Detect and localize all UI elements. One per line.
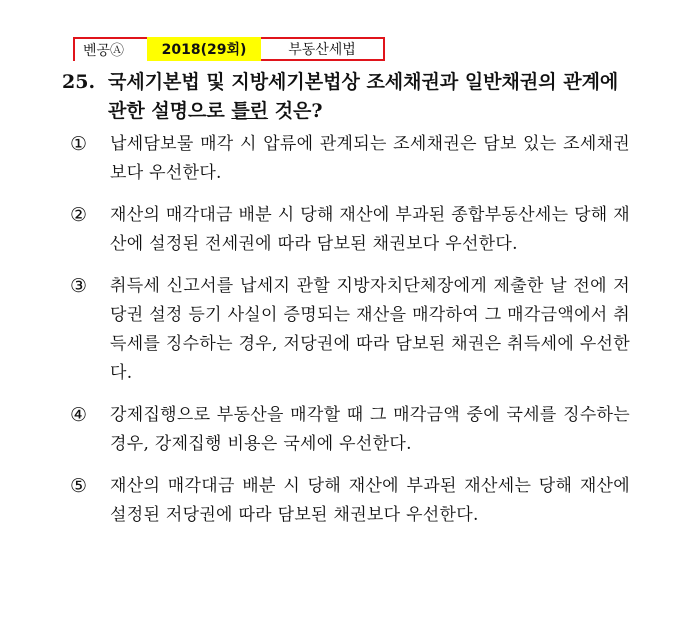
question-emphasis: 틀린 [231,100,269,122]
option-marker: ② [70,204,88,226]
exam-header [73,37,385,61]
option-4[interactable] [70,401,630,459]
option-5[interactable] [70,472,630,530]
source-label: 벤공Ⓐ [73,37,147,61]
option-marker: ④ [70,404,88,426]
option-text: 재산의 매각대금 배분 시 당해 재산에 부과된 재산세는 당해 재산에 설정된 저당권에 따라 담보된 채권보다 우선한다. [110,476,630,525]
answer-options [70,130,630,543]
option-1[interactable] [70,130,630,188]
option-2[interactable] [70,201,630,259]
question-text-before: 국세기본법 및 지방세기본법상 조세채권과 일반채권의 관계에 관한 설명으로 [108,71,619,122]
subject-label: 부동산세법 [261,37,385,61]
option-marker: ⑤ [70,475,88,497]
question-stem [62,68,642,126]
question-text-after: 것은? [268,100,323,122]
option-text: 재산의 매각대금 배분 시 당해 재산에 부과된 종합부동산세는 당해 재산에 설정된 전세권에 따라 담보된 채권보다 우선한다. [110,205,630,254]
question-text [108,68,642,126]
option-3[interactable] [70,272,630,388]
exam-round-label: 2018(29회) [147,37,261,61]
option-text: 취득세 신고서를 납세지 관할 지방자치단체장에게 제출한 날 전에 저당권 설정 등기 사실이 증명되는 재산을 매각하여 그 매각금액에서 취득세를 징수하는 경우, 저당권에 따라 담보된 채권은 취득세에 우선한다. [110,276,630,383]
question-number: 25. [62,71,96,93]
option-text: 납세담보물 매각 시 압류에 관계되는 조세채권은 담보 있는 조세채권보다 우선한다. [110,134,630,183]
option-marker: ③ [70,275,88,297]
option-marker: ① [70,133,88,155]
option-text: 강제집행으로 부동산을 매각할 때 그 매각금액 중에 국세를 징수하는 경우, 강제집행 비용은 국세에 우선한다. [110,405,630,454]
